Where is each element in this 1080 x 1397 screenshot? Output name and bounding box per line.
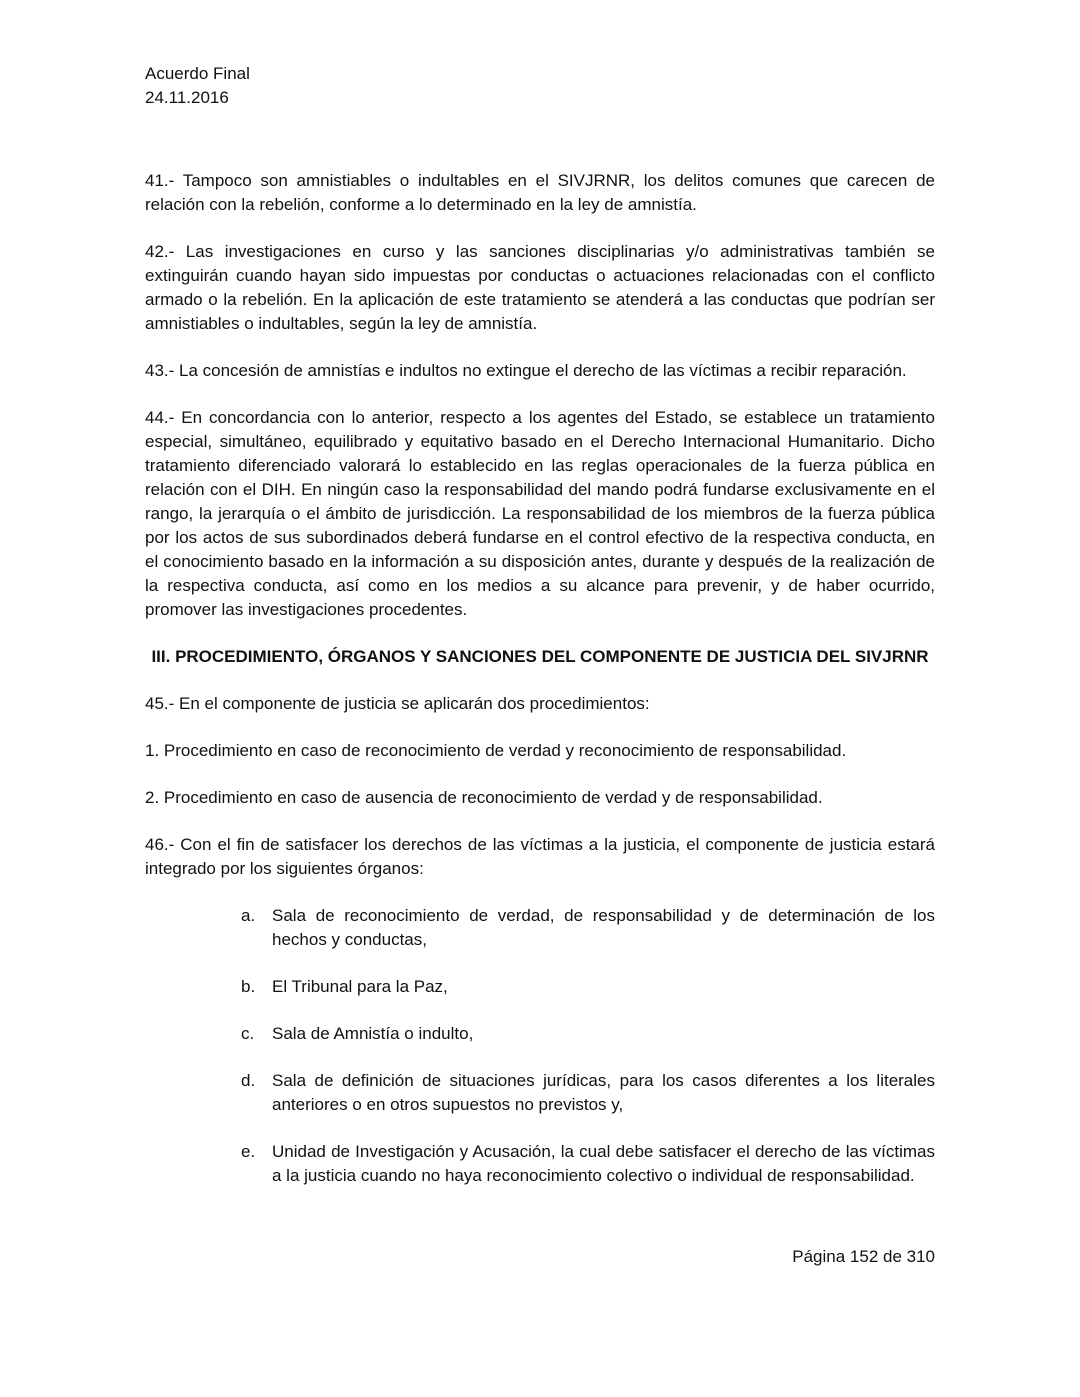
list-item-text: Unidad de Investigación y Acusación, la cual debe satisfacer el derecho de las víctimas a la justicia cuando no haya reconocimiento colectivo o individual de responsabilidad. <box>272 1142 935 1185</box>
list-marker: d. <box>241 1071 256 1090</box>
list-item <box>145 1069 935 1117</box>
list-item-text: Sala de definición de situaciones jurídicas, para los casos diferentes a los literales anteriores o en otros supuestos no previstos y, <box>272 1071 935 1114</box>
list-item <box>145 1022 935 1046</box>
paragraph-42: 42.- Las investigaciones en curso y las sanciones disciplinarias y/o administrativas también se extinguirán cuando hayan sido impuestas por conductas o actuaciones relacionadas con el conflicto armado o la rebelión. En la aplicación de este tratamiento se atenderá a las conductas que podrían ser amnistiables o indultables, según la ley de amnistía. <box>145 242 935 333</box>
document-title: Acuerdo Final <box>145 64 250 83</box>
list-marker: b. <box>241 977 256 996</box>
page-number: Página 152 de 310 <box>792 1247 935 1266</box>
document-page <box>145 62 935 110</box>
procedure-2: 2. Procedimiento en caso de ausencia de reconocimiento de verdad y de responsabilidad. <box>145 788 823 807</box>
paragraph-44: 44.- En concordancia con lo anterior, respecto a los agentes del Estado, se establece un tratamiento especial, simultáneo, equilibrado y equitativo basado en el Derecho Internacional Humanitario. Dicho tratamiento diferenciado valorará lo establecido en las reglas operacionales de la fuerza pública en relación con el DIH. En ningún caso la responsabilidad del mando podrá fundarse exclusivamente en el rango, la jerarquía o el ámbito de jurisdicción. La responsabilidad de los miembros de la fuerza pública por los actos de sus subordinados deberá fundarse en el control efectivo de la respectiva conducta, en el conocimiento basado en la información a su disposición antes, durante y después de la realización de la respectiva conducta, así como en los medios a su alcance para prevenir, y de haber ocurrido, promover las investigaciones procedentes. <box>145 408 935 619</box>
paragraph-46: 46.- Con el fin de satisfacer los derechos de las víctimas a la justicia, el componente de justicia estará integrado por los siguientes órganos: <box>145 835 935 878</box>
procedure-1: 1. Procedimiento en caso de reconocimiento de verdad y reconocimiento de responsabilidad. <box>145 741 847 760</box>
list-marker: c. <box>241 1024 255 1043</box>
paragraph-43: 43.- La concesión de amnistías e indultos no extingue el derecho de las víctimas a recibir reparación. <box>145 361 907 380</box>
list-item <box>145 1140 935 1188</box>
list-item-text: El Tribunal para la Paz, <box>272 977 448 996</box>
document-body <box>145 169 935 1211</box>
paragraph-45: 45.- En el componente de justicia se aplicarán dos procedimientos: <box>145 694 650 713</box>
paragraph-41: 41.- Tampoco son amnistiables o indultables en el SIVJRNR, los delitos comunes que carecen de relación con la rebelión, conforme a lo determinado en la ley de amnistía. <box>145 171 935 214</box>
organs-list <box>145 904 935 1188</box>
section-heading: III. PROCEDIMIENTO, ÓRGANOS Y SANCIONES DEL COMPONENTE DE JUSTICIA DEL SIVJRNR <box>151 647 929 666</box>
list-item-text: Sala de reconocimiento de verdad, de responsabilidad y de determinación de los hechos y conductas, <box>272 906 935 949</box>
list-item <box>145 904 935 952</box>
document-header <box>145 62 935 110</box>
list-marker: a. <box>241 906 256 925</box>
list-item-text: Sala de Amnistía o indulto, <box>272 1024 474 1043</box>
list-marker: e. <box>241 1142 256 1161</box>
document-date: 24.11.2016 <box>145 88 229 107</box>
list-item <box>145 975 935 999</box>
